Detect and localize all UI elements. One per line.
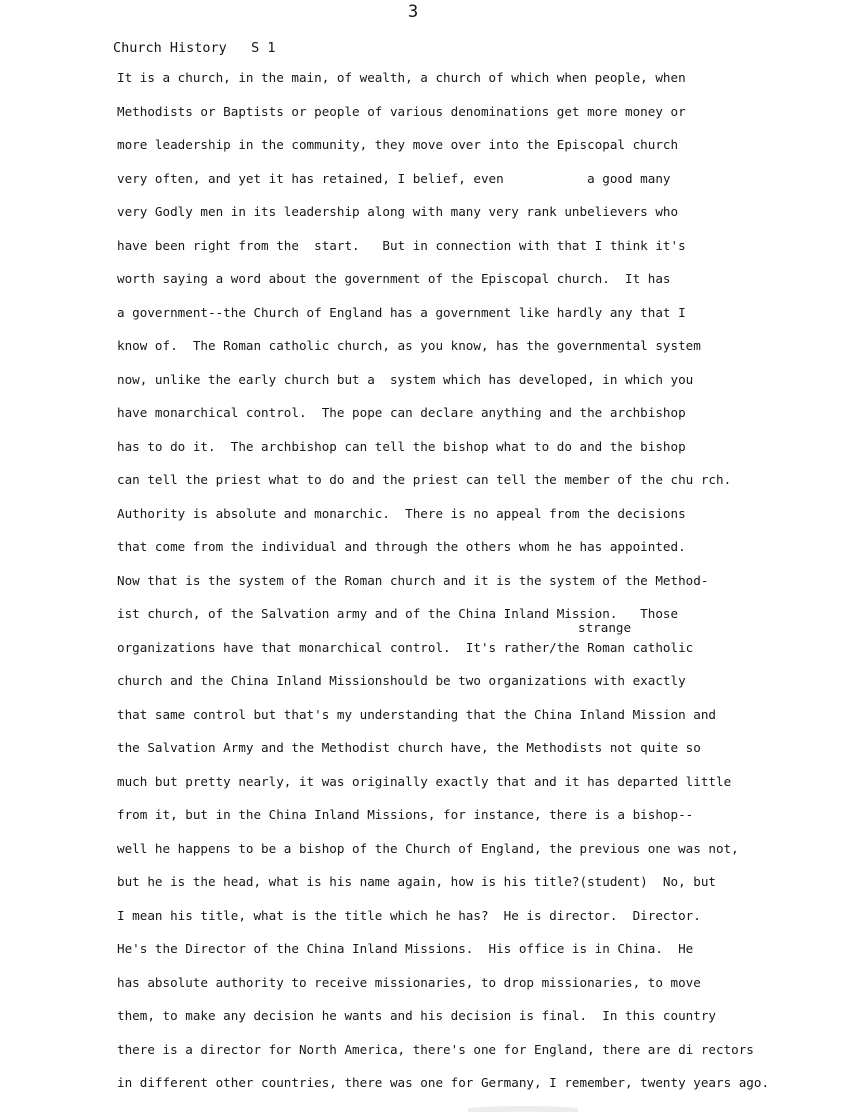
text-line: I mean his title, what is the title which he has? He is director. Director. bbox=[117, 908, 701, 923]
text-line: more leadership in the community, they move over into the Episcopal church bbox=[117, 137, 679, 152]
handwritten-insertion: strange bbox=[578, 620, 632, 635]
text-line: Methodists or Baptists or people of various denominations get more money or bbox=[117, 104, 686, 119]
text-line: ist church, of the Salvation army and of the China Inland Mission. Those bbox=[117, 606, 679, 621]
text-line: know of. The Roman catholic church, as you know, has the governmental system bbox=[117, 338, 701, 353]
text-line: It is a church, in the main, of wealth, a church of which when people, when bbox=[117, 70, 686, 85]
text-line: organizations have that monarchical control. It's rather/the Roman catholic bbox=[117, 640, 694, 655]
page-number: 3 bbox=[408, 2, 419, 22]
text-line: that come from the individual and through the others whom he has appointed. bbox=[117, 539, 686, 554]
text-line: Now that is the system of the Roman church and it is the system of the Method- bbox=[117, 573, 709, 588]
text-line: have monarchical control. The pope can declare anything and the archbishop bbox=[117, 405, 686, 420]
text-line: very Godly men in its leadership along with many very rank unbelievers who bbox=[117, 204, 679, 219]
text-line: can tell the priest what to do and the priest can tell the member of the chu rch. bbox=[117, 472, 732, 487]
text-line: He's the Director of the China Inland Missions. His office is in China. He bbox=[117, 941, 694, 956]
text-line: but he is the head, what is his name again, how is his title?(student) No, but bbox=[117, 874, 716, 889]
text-line: from it, but in the China Inland Missions, for instance, there is a bishop-- bbox=[117, 807, 694, 822]
text-line: has to do it. The archbishop can tell the bishop what to do and the bishop bbox=[117, 439, 686, 454]
text-line: Authority is absolute and monarchic. There is no appeal from the decisions bbox=[117, 506, 686, 521]
text-line: now, unlike the early church but a system which has developed, in which you bbox=[117, 372, 694, 387]
text-line: very often, and yet it has retained, I belief, even a good many bbox=[117, 171, 671, 186]
text-line: much but pretty nearly, it was originally exactly that and it has departed little bbox=[117, 774, 732, 789]
scan-shadow bbox=[468, 1106, 578, 1112]
text-line: in different other countries, there was one for Germany, I remember, twenty years ago. bbox=[117, 1075, 770, 1090]
text-line: worth saying a word about the government of the Episcopal church. It has bbox=[117, 271, 671, 286]
text-line: a government--the Church of England has a government like hardly any that I bbox=[117, 305, 686, 320]
text-line: that same control but that's my understanding that the China Inland Mission and bbox=[117, 707, 716, 722]
text-line: church and the China Inland Missionshould be two organizations with exactly bbox=[117, 673, 686, 688]
page-header: Church History S 1 bbox=[113, 40, 276, 56]
text-line: them, to make any decision he wants and his decision is final. In this country bbox=[117, 1008, 716, 1023]
text-line: has absolute authority to receive missionaries, to drop missionaries, to move bbox=[117, 975, 701, 990]
text-line: there is a director for North America, there's one for England, there are di rectors bbox=[117, 1042, 754, 1057]
text-line: the Salvation Army and the Methodist church have, the Methodists not quite so bbox=[117, 740, 701, 755]
text-line: have been right from the start. But in connection with that I think it's bbox=[117, 238, 686, 253]
text-line: well he happens to be a bishop of the Church of England, the previous one was not, bbox=[117, 841, 739, 856]
